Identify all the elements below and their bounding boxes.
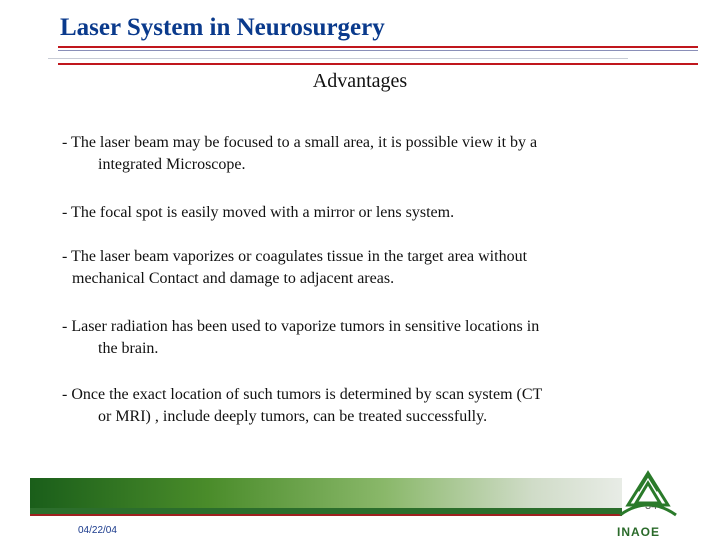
- bullet-3: [62, 246, 662, 290]
- bullet-4: [62, 316, 662, 360]
- slide-subtitle: Advantages: [312, 70, 408, 92]
- bullet-3-line-2: mechanical Contact and damage to adjacent areas.: [72, 270, 395, 287]
- bullet-4-line-2: the brain.: [98, 340, 159, 357]
- bullet-1-line-2: integrated Microscope.: [98, 156, 246, 173]
- bullet-5-line-1: - Once the exact location of such tumors is determined by scan system (CT: [62, 386, 543, 403]
- footer-banner: [30, 478, 622, 508]
- bullet-2-line-1: - The focal spot is easily moved with a mirror or lens system.: [62, 204, 455, 221]
- logo-text: INAOE: [617, 525, 661, 539]
- bullet-3-line-1: - The laser beam vaporizes or coagulates tissue in the target area without: [62, 248, 528, 265]
- bullet-1: [62, 132, 662, 176]
- title-rule-red-bottom: [58, 63, 698, 65]
- footer-rule: [30, 514, 622, 516]
- footer-date: 04/22/04: [78, 525, 117, 536]
- bullet-5: [62, 384, 662, 428]
- bullet-1-line-1: - The laser beam may be focused to a small area, it is possible view it by a: [62, 134, 538, 151]
- title-rule-red-top: [58, 46, 698, 48]
- title-rule-gray: [48, 58, 628, 59]
- bullet-4-line-1: - Laser radiation has been used to vaporize tumors in sensitive locations in: [62, 318, 540, 335]
- bullet-2: [62, 202, 662, 224]
- title-rule-blue: [58, 50, 698, 51]
- bullet-5-line-2: or MRI) , include deeply tumors, can be treated successfully.: [98, 408, 488, 425]
- slide-title: Laser System in Neurosurgery: [60, 14, 385, 41]
- page-number: 34: [645, 500, 658, 512]
